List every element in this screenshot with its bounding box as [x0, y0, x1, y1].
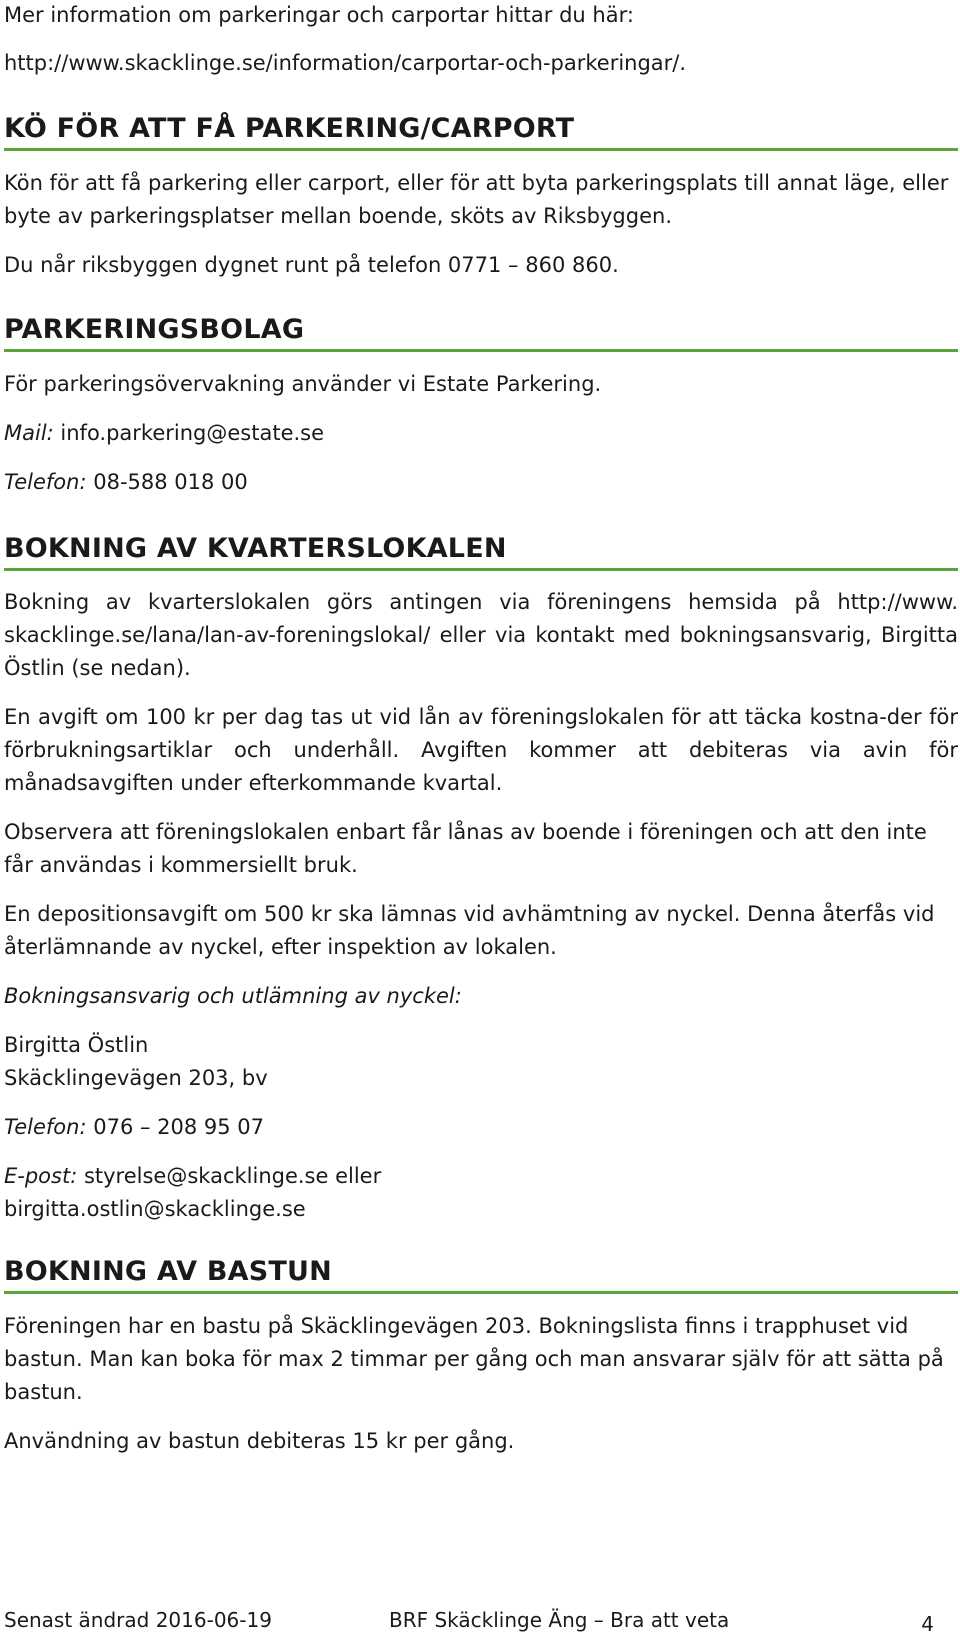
queue-phone: Du når riksbyggen dygnet runt på telefon 0771 – 860 860.	[4, 253, 619, 277]
contact-phone	[4, 1111, 958, 1144]
queue-heading: KÖ FÖR ATT FÅ PARKERING/CARPORT	[4, 113, 575, 144]
sauna-paragraph-2: Användning av bastun debiteras 15 kr per gång.	[4, 1429, 515, 1453]
sauna-section	[4, 1255, 958, 1458]
sauna-heading: BOKNING AV BASTUN	[4, 1256, 332, 1287]
sauna-divider	[4, 1291, 958, 1294]
queue-paragraph: Kön för att få parkering eller carport, eller för att byta parkeringsplats till annat läge, eller byte av parkeringsplatser mellan boende, sköts av Riksbyggen.	[4, 171, 949, 228]
page-number: 4	[921, 1612, 934, 1636]
sauna-paragraph-1: Föreningen har en bastu på Skäcklingevägen 203. Bokningslista finns i trapphuset vid bastun. Man kan boka för max 2 timmar per gång och man ansvarar själv för att sätta på bastun.	[4, 1314, 944, 1404]
phone-label: Telefon:	[4, 470, 87, 494]
hall-divider	[4, 568, 958, 571]
mail-label: Mail:	[4, 421, 54, 445]
phone-value: 08-588 018 00	[86, 470, 248, 494]
queue-divider	[4, 148, 958, 151]
contact-email-label: E-post:	[4, 1164, 78, 1188]
mail-value[interactable]: info.parkering@estate.se	[53, 421, 325, 445]
contact-email-2[interactable]: birgitta.ostlin@skacklinge.se	[4, 1197, 306, 1221]
intro-link[interactable]: http://www.skacklinge.se/information/carportar-och-parkeringar/.	[4, 51, 687, 75]
hall-paragraph-1: Bokning av kvarterslokalen görs antingen via föreningens hemsida på http://www. skacklinge.se/lana/lan-av-foreningslokal/ eller via kontakt med bokningsansvarig, Birgitta Östlin (se nedan).	[4, 590, 958, 680]
contact-email-value-1[interactable]: styrelse@skacklinge.se eller	[77, 1164, 382, 1188]
contact-name: Birgitta Östlin	[4, 1033, 149, 1057]
hall-paragraph-2: En avgift om 100 kr per dag tas ut vid lån av föreningslokalen för att täcka kostna-der för förbrukningsartiklar och underhåll. Avgiften kommer att debiteras via avin för månadsavgiften under efterkommande kvartal.	[4, 705, 958, 795]
company-section	[4, 313, 958, 499]
hall-section	[4, 532, 958, 1226]
company-paragraph: För parkeringsövervakning använder vi Estate Parkering.	[4, 372, 602, 396]
contact-heading: Bokningsansvarig och utlämning av nyckel:	[4, 984, 462, 1008]
contact-phone-label: Telefon:	[4, 1115, 87, 1139]
company-heading: PARKERINGSBOLAG	[4, 314, 305, 345]
contact-phone-value: 076 – 208 95 07	[86, 1115, 265, 1139]
company-mail	[4, 417, 958, 450]
contact-address: Skäcklingevägen 203, bv	[4, 1066, 268, 1090]
hall-heading: BOKNING AV KVARTERSLOKALEN	[4, 533, 507, 564]
contact-email	[4, 1160, 958, 1193]
company-phone	[4, 466, 958, 499]
footer-updated: Senast ändrad 2016-06-19	[4, 1608, 272, 1632]
company-divider	[4, 349, 958, 352]
hall-paragraph-4: En depositionsavgift om 500 kr ska lämnas vid avhämtning av nyckel. Denna återfås vid återlämnande av nyckel, efter inspektion av lokalen.	[4, 902, 935, 959]
intro-text: Mer information om parkeringar och carportar hittar du här:	[4, 3, 634, 27]
queue-section	[4, 112, 958, 282]
hall-paragraph-3: Observera att föreningslokalen enbart får lånas av boende i föreningen och att den inte får användas i kommersiellt bruk.	[4, 820, 927, 877]
footer-title: BRF Skäcklinge Äng – Bra att veta	[389, 1608, 730, 1632]
